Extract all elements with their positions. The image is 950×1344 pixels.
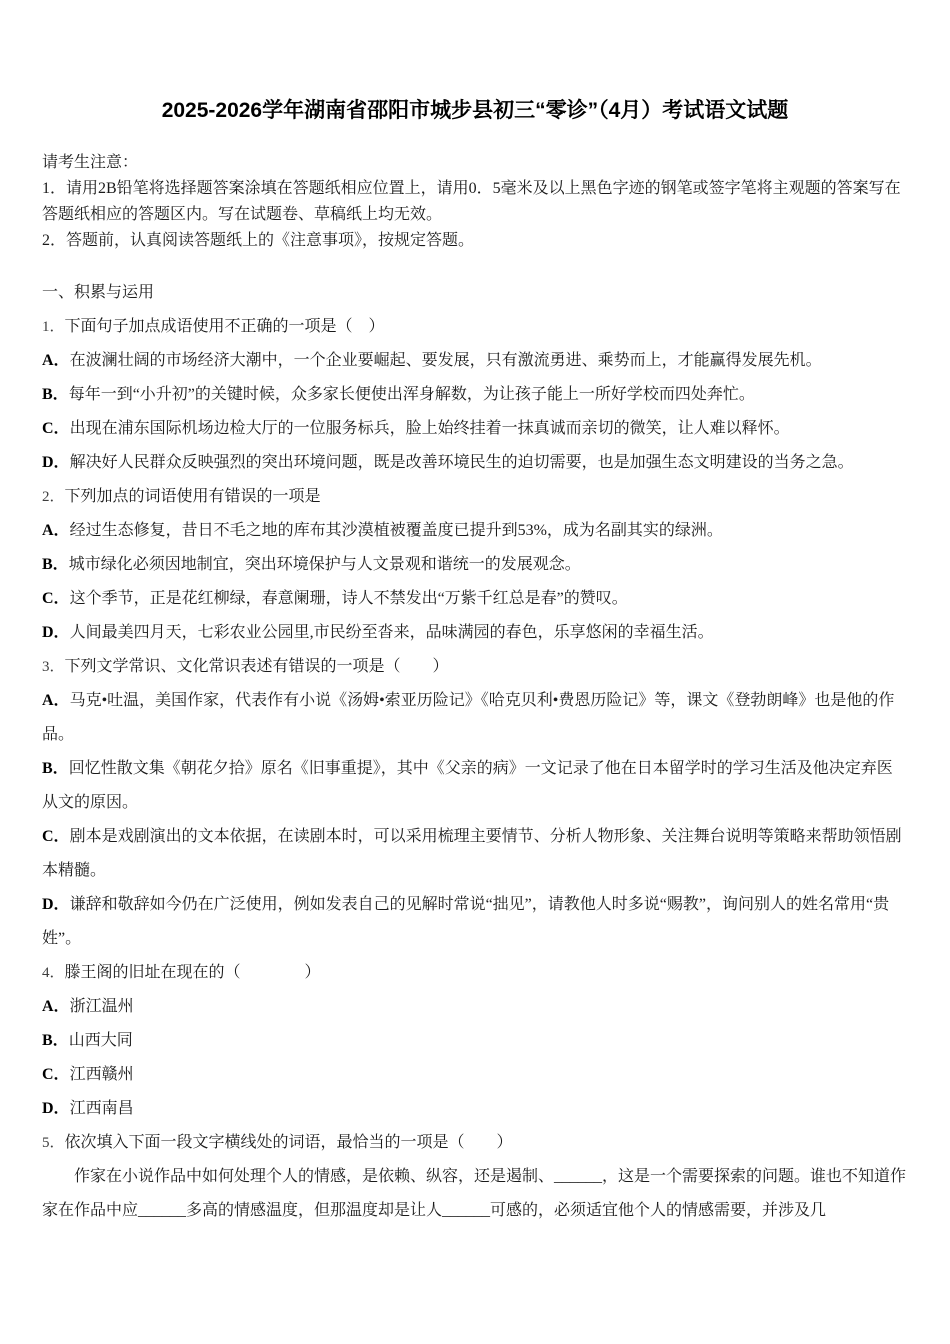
question-stem: 下列文学常识、文化常识表述有错误的一项是（ ）: [64, 658, 449, 675]
answer-option: [42, 684, 908, 752]
answer-option: [42, 616, 908, 650]
question-number: 4．: [42, 965, 65, 981]
answer-option: [42, 820, 908, 888]
answer-option: [42, 514, 908, 548]
option-label: C．: [42, 828, 70, 845]
section-heading: 一、积累与运用: [42, 284, 155, 301]
option-text: 山西大同: [68, 1032, 133, 1049]
question: [42, 956, 908, 1126]
question: [42, 650, 908, 956]
answer-option: [42, 446, 908, 480]
option-label: B．: [42, 760, 69, 777]
option-label: D．: [42, 454, 70, 471]
option-text: 经过生态修复，昔日不毛之地的库布其沙漠植被覆盖度已提升到53%，成为名副其实的绿洲。: [69, 522, 723, 539]
question-stem: 下列加点的词语使用有错误的一项是: [64, 488, 321, 505]
option-label: D．: [42, 896, 70, 913]
option-text: 每年一到“小升初”的关键时候，众多家长便使出浑身解数，为让孩子能上一所好学校而四处奔忙。: [68, 386, 755, 403]
answer-option: [42, 344, 908, 378]
option-text: 江西赣州: [69, 1066, 134, 1083]
question-number: 3．: [42, 659, 65, 675]
option-text: 城市绿化必须因地制宜，突出环境保护与人文景观和谐统一的发展观念。: [68, 556, 581, 573]
answer-option: [42, 378, 908, 412]
candidate-notice: [42, 150, 908, 254]
question-number: 1．: [42, 319, 65, 335]
option-label: B．: [42, 556, 69, 573]
option-text: 在波澜壮阔的市场经济大潮中，一个企业要崛起、要发展，只有激流勇进、乘势而上，才能赢得发展先机。: [69, 352, 822, 369]
answer-option: [42, 752, 908, 820]
option-text: 解决好人民群众反映强烈的突出环境问题，既是改善环境民生的迫切需要，也是加强生态文明建设的当务之急。: [69, 454, 854, 471]
question-stem-line: [42, 956, 908, 990]
answer-option: [42, 582, 908, 616]
option-text: 谦辞和敬辞如今仍在广泛使用，例如发表自己的见解时常说“拙见”，请教他人时多说“赐教”，询问别人的姓名常用“贵姓”。: [42, 896, 890, 947]
option-text: 浙江温州: [69, 998, 134, 1015]
option-label: D．: [42, 624, 70, 641]
answer-option: [42, 548, 908, 582]
question-stem-line: [42, 310, 908, 344]
question-number: 2．: [42, 489, 65, 505]
page-title: 2025-2026学年湖南省邵阳市城步县初三“零诊”（4月）考试语文试题: [161, 99, 789, 122]
question-stem-line: [42, 480, 908, 514]
option-label: A．: [42, 522, 70, 539]
answer-option: [42, 1092, 908, 1126]
notice-line: 2．答题前，认真阅读答题纸上的《注意事项》，按规定答题。: [42, 232, 475, 249]
question-number: 5．: [42, 1135, 65, 1151]
option-label: C．: [42, 1066, 70, 1083]
option-label: C．: [42, 590, 70, 607]
option-label: C．: [42, 420, 70, 437]
option-text: 人间最美四月天，七彩农业公园里,市民纷至沓来，品味满园的春色，乐享悠闲的幸福生活。: [69, 624, 714, 641]
question-stem-line: [42, 650, 908, 684]
option-label: A．: [42, 352, 70, 369]
option-text: 这个季节，正是花红柳绿，春意阑珊，诗人不禁发出“万紫千红总是春”的赞叹。: [69, 590, 628, 607]
option-text: 马克•吐温，美国作家，代表作有小说《汤姆•索亚历险记》《哈克贝利•费恩历险记》等，课文《登勃朗峰》也是他的作品。: [42, 692, 895, 743]
option-label: A．: [42, 998, 70, 1015]
question: [42, 1126, 908, 1228]
option-text: 剧本是戏剧演出的文本依据，在读剧本时，可以采用梳理主要情节、分析人物形象、关注舞台说明等策略来帮助领悟剧本精髓。: [42, 828, 902, 879]
passage-paragraph: 作家在小说作品中如何处理个人的情感，是依赖、纵容，还是遏制、______，这是一个需要探索的问题。谁也不知道作家在作品中应______多高的情感温度，但那温度却是让人______可感的，必须适宜他个人的情感需要，并涉及几: [42, 1168, 907, 1219]
notice-line: 1．请用2B铅笔将选择题答案涂填在答题纸相应位置上，请用0．5毫米及以上黑色字迹的钢笔或签字笔将主观题的答案写在答题纸相应的答题区内。写在试题卷、草稿纸上均无效。: [42, 180, 901, 223]
question-stem: 下面句子加点成语使用不正确的一项是（ ）: [64, 318, 385, 335]
answer-option: [42, 888, 908, 956]
option-label: D．: [42, 1100, 70, 1117]
question-stem: 滕王阁的旧址在现在的（ ）: [64, 964, 321, 981]
question: [42, 310, 908, 480]
option-label: A．: [42, 692, 70, 709]
notice-header: 请考生注意：: [42, 154, 139, 171]
answer-option: [42, 990, 908, 1024]
question-list: [42, 310, 908, 1228]
answer-option: [42, 412, 908, 446]
question-stem-line: [42, 1126, 908, 1160]
question-stem: 依次填入下面一段文字横线处的词语，最恰当的一项是（ ）: [64, 1134, 513, 1151]
option-text: 回忆性散文集《朝花夕拾》原名《旧事重提》，其中《父亲的病》一文记录了他在日本留学时的学习生活及他决定弃医从文的原因。: [42, 760, 893, 811]
option-text: 江西南昌: [69, 1100, 134, 1117]
option-label: B．: [42, 1032, 69, 1049]
option-label: B．: [42, 386, 69, 403]
answer-option: [42, 1058, 908, 1092]
option-text: 出现在浦东国际机场边检大厅的一位服务标兵，脸上始终挂着一抹真诚而亲切的微笑，让人难以释怀。: [69, 420, 790, 437]
answer-option: [42, 1024, 908, 1058]
question: [42, 480, 908, 650]
